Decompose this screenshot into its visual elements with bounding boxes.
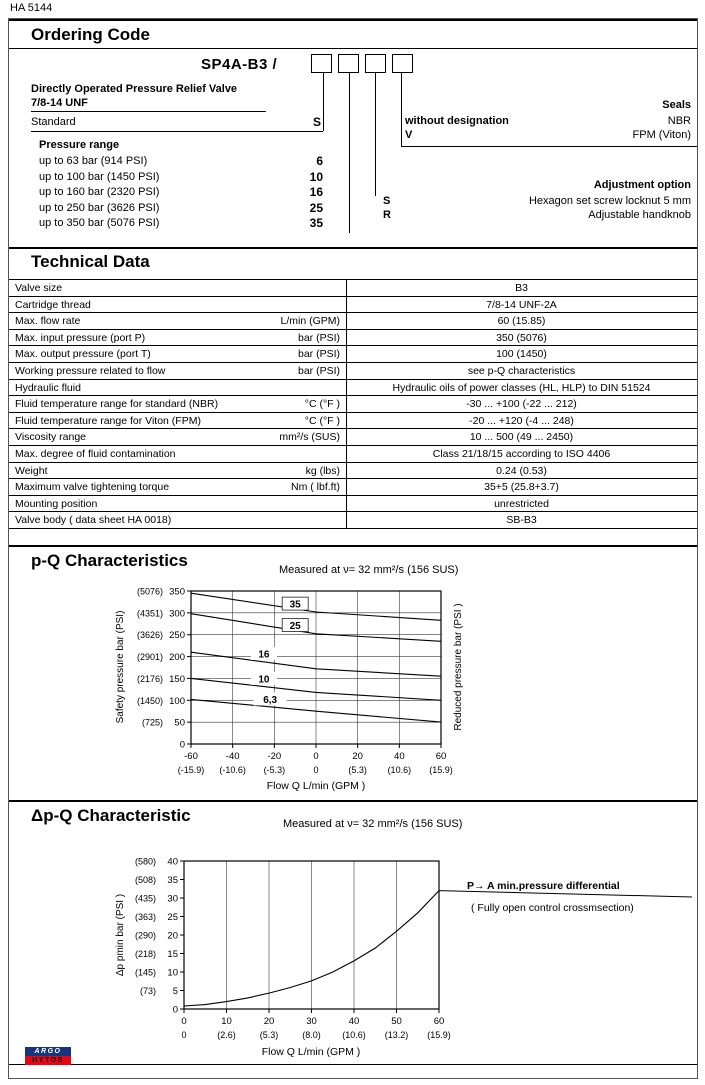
y-tick-label: 10 bbox=[167, 967, 178, 979]
adjustment-row bbox=[383, 209, 691, 223]
adjustment-row bbox=[383, 195, 691, 209]
series-label: 6,3 bbox=[263, 694, 278, 706]
table-row-value: Hydraulic oils of power classes (HL, HLP) to DIN 51524 bbox=[392, 381, 651, 394]
dpq-annotation-line1: P→ A min.pressure differential bbox=[467, 880, 620, 892]
y-tick-label: 20 bbox=[167, 930, 178, 942]
seals-title: Seals bbox=[662, 99, 691, 111]
connector-line bbox=[401, 72, 402, 146]
table-row bbox=[9, 313, 697, 330]
technical-table bbox=[9, 279, 697, 529]
table-row-value: unrestricted bbox=[494, 497, 549, 510]
adjustment-code: S bbox=[383, 195, 391, 207]
table-row-unit: °C (°F ) bbox=[304, 398, 340, 411]
divider bbox=[9, 247, 697, 249]
y-tick-psi-label: (290) bbox=[134, 930, 156, 941]
table-row-value: Class 21/18/15 according to ISO 4406 bbox=[432, 447, 611, 460]
pq-note: Measured at ν= 32 mm²/s (156 SUS) bbox=[279, 564, 459, 576]
y-tick-psi-label: (2901) bbox=[136, 652, 163, 663]
y-tick-label: 250 bbox=[169, 630, 185, 642]
x-tick-label: 40 bbox=[394, 751, 405, 762]
series-label: 35 bbox=[289, 599, 301, 611]
table-row-value: 35+5 (25.8+3.7) bbox=[484, 481, 559, 494]
divider bbox=[9, 19, 697, 21]
pressure-label: up to 100 bar (1450 PSI) bbox=[39, 170, 160, 183]
pressure-row bbox=[39, 155, 323, 171]
divider bbox=[9, 1064, 697, 1065]
pq-ylabel-right: Reduced pressure bar (PSI ) bbox=[453, 603, 464, 731]
y-tick-label: 25 bbox=[167, 912, 178, 923]
table-row-value: -30 ... +100 (-22 ... 212) bbox=[466, 398, 577, 411]
pressure-row bbox=[39, 202, 323, 218]
pressure-label: up to 160 bar (2320 PSI) bbox=[39, 186, 160, 198]
seals-code: without designation bbox=[405, 115, 509, 127]
adjustment-code: R bbox=[383, 209, 391, 221]
table-row bbox=[9, 496, 697, 513]
ordering-code-box bbox=[392, 54, 413, 73]
x-tick-label: 60 bbox=[435, 751, 447, 762]
standard-label: Standard bbox=[31, 116, 76, 128]
divider bbox=[401, 146, 697, 147]
table-row-value: 0.24 (0.53) bbox=[496, 464, 547, 477]
table-row bbox=[9, 463, 697, 480]
y-tick-label: 30 bbox=[167, 893, 178, 905]
pressure-label: up to 350 bar (5076 PSI) bbox=[39, 217, 160, 229]
divider bbox=[9, 545, 697, 547]
ordering-code-box bbox=[338, 54, 359, 73]
table-row bbox=[9, 512, 697, 529]
y-tick-label: 5 bbox=[172, 986, 178, 997]
pq-chart-canvas bbox=[109, 583, 589, 801]
pq-chart bbox=[109, 583, 589, 804]
technical-title: Technical Data bbox=[31, 252, 150, 271]
plot-area bbox=[135, 857, 451, 1041]
seals-row bbox=[405, 129, 691, 143]
table-row-value: 10 ... 500 (49 ... 2450) bbox=[469, 431, 574, 444]
seals-row bbox=[405, 115, 691, 129]
adjustment-block bbox=[383, 179, 691, 223]
table-row bbox=[9, 297, 697, 314]
table-row bbox=[9, 429, 697, 446]
connector-line bbox=[349, 72, 350, 233]
x-tick-label: 60 bbox=[433, 1016, 445, 1027]
seals-label: FPM (Viton) bbox=[632, 129, 691, 141]
x-tick-label: 20 bbox=[352, 751, 363, 762]
pressure-code: 6 bbox=[316, 154, 323, 168]
pq-title: p-Q Characteristics bbox=[31, 551, 188, 570]
table-divider bbox=[346, 279, 347, 528]
pressure-code: 25 bbox=[309, 200, 323, 215]
y-tick-psi-label: (4351) bbox=[136, 608, 163, 619]
x-tick-label: 0 bbox=[181, 1016, 187, 1027]
y-tick-label: 40 bbox=[167, 856, 178, 868]
divider bbox=[31, 111, 266, 112]
y-tick-psi-label: (218) bbox=[134, 949, 156, 959]
dpq-chart bbox=[109, 853, 697, 1071]
y-tick-label: 200 bbox=[169, 652, 185, 664]
pressure-row bbox=[39, 217, 323, 233]
x-tick-gpm-label: (15.9) bbox=[429, 765, 453, 775]
divider bbox=[31, 131, 323, 132]
y-tick-label: 300 bbox=[169, 608, 185, 620]
table-row-unit: mm²/s (SUS) bbox=[279, 431, 340, 444]
x-tick-gpm-label: (2.6) bbox=[217, 1030, 236, 1040]
logo-hytos: HYTOS bbox=[25, 1056, 71, 1065]
y-tick-psi-label: (3626) bbox=[136, 630, 163, 641]
pressure-range-list bbox=[39, 155, 323, 233]
adjustment-label: Adjustable handknob bbox=[588, 209, 691, 221]
adjustment-label: Hexagon set screw locknut 5 mm bbox=[528, 195, 691, 207]
table-row bbox=[9, 330, 697, 347]
pressure-label: up to 63 bar (914 PSI) bbox=[39, 155, 148, 167]
x-tick-label: 0 bbox=[313, 751, 319, 762]
table-row-value: 60 (15.85) bbox=[497, 315, 546, 328]
y-tick-psi-label: (5076) bbox=[136, 586, 163, 597]
y-tick-label: 150 bbox=[169, 673, 185, 685]
ordering-code-prefix: SP4A-B3 / bbox=[201, 56, 278, 73]
table-row bbox=[9, 446, 697, 463]
table-row-value: SB-B3 bbox=[506, 514, 537, 527]
datasheet-page bbox=[8, 18, 698, 1079]
ordering-code-boxes bbox=[311, 54, 419, 76]
table-row-label: Max. output pressure (port T) bbox=[15, 348, 151, 361]
table-row-unit: bar (PSI) bbox=[297, 348, 340, 361]
table-row-label: Fluid temperature range for standard (NBR) bbox=[15, 398, 219, 411]
plot-area bbox=[137, 587, 453, 776]
seals-list bbox=[405, 115, 691, 143]
table-row-unit: bar (PSI) bbox=[297, 364, 340, 377]
x-tick-label: 30 bbox=[306, 1016, 317, 1027]
x-tick-gpm-label: (13.2) bbox=[384, 1030, 409, 1040]
y-tick-psi-label: (363) bbox=[134, 912, 156, 922]
pressure-code: 16 bbox=[309, 185, 323, 199]
pressure-label: up to 250 bar (3626 PSI) bbox=[39, 201, 160, 214]
table-row bbox=[9, 363, 697, 380]
seals-code: V bbox=[405, 129, 413, 141]
x-tick-label: 10 bbox=[221, 1016, 232, 1027]
dpq-annotation-line2: ( Fully open control crossmsection) bbox=[471, 902, 634, 914]
table-row-label: Weight bbox=[15, 464, 48, 477]
pressure-code: 35 bbox=[309, 216, 323, 230]
pressure-code: 10 bbox=[309, 169, 323, 184]
y-tick-label: 15 bbox=[167, 949, 178, 960]
y-tick-psi-label: (145) bbox=[134, 967, 156, 978]
pressure-row bbox=[39, 186, 323, 202]
x-tick-gpm-label: (5.3) bbox=[259, 1030, 279, 1040]
table-row-label: Cartridge thread bbox=[15, 298, 91, 311]
table-row-value: see p-Q characteristics bbox=[467, 364, 576, 377]
x-tick-gpm-label: (10.6) bbox=[387, 765, 412, 775]
table-row-label: Valve body ( data sheet HA 0018) bbox=[15, 514, 172, 527]
x-tick-gpm-label: (5.3) bbox=[348, 765, 367, 775]
adjustment-title: Adjustment option bbox=[593, 179, 691, 191]
table-row-value: 7/8-14 UNF-2A bbox=[486, 298, 557, 311]
ordering-code-box bbox=[311, 54, 332, 73]
y-tick-psi-label: (1450) bbox=[136, 695, 163, 706]
y-tick-label: 50 bbox=[174, 717, 185, 729]
table-row bbox=[9, 280, 697, 297]
pressure-range-title: Pressure range bbox=[39, 139, 120, 151]
y-tick-label: 100 bbox=[169, 695, 185, 707]
standard-code: S bbox=[312, 115, 321, 129]
y-tick-psi-label: (508) bbox=[134, 875, 156, 885]
table-row-unit: kg (lbs) bbox=[305, 464, 340, 477]
table-row-value: B3 bbox=[515, 282, 528, 294]
table-row-value: 350 (5076) bbox=[496, 331, 547, 344]
table-row-label: Working pressure related to flow bbox=[15, 364, 166, 377]
x-tick-gpm-label: (8.0) bbox=[302, 1030, 321, 1040]
y-tick-psi-label: (435) bbox=[134, 893, 156, 904]
x-tick-gpm-label: (-10.6) bbox=[219, 765, 246, 775]
y-tick-label: 350 bbox=[169, 586, 185, 598]
ordering-title: Ordering Code bbox=[31, 25, 151, 44]
seals-block bbox=[405, 99, 691, 143]
divider bbox=[9, 800, 697, 802]
y-tick-psi-label: (73) bbox=[139, 986, 156, 996]
pq-ylabel-left: Safety pressure bar (PSI) bbox=[115, 610, 126, 724]
logo-argo: ARGO bbox=[25, 1047, 71, 1056]
connector-line bbox=[323, 72, 324, 131]
dpq-xlabel: Flow Q L/min (GPM ) bbox=[261, 1046, 361, 1058]
table-row-label: Max. degree of fluid contamination bbox=[15, 447, 176, 460]
table-row-label: Max. input pressure (port P) bbox=[15, 331, 146, 344]
x-tick-label: -40 bbox=[225, 751, 240, 762]
table-row-label: Fluid temperature range for Viton (FPM) bbox=[15, 414, 201, 427]
x-tick-label: -20 bbox=[267, 751, 282, 762]
y-tick-psi-label: (580) bbox=[134, 856, 156, 867]
table-row-value: 100 (1450) bbox=[496, 348, 547, 361]
table-row-unit: bar (PSI) bbox=[297, 331, 340, 344]
table-row-label: Valve size bbox=[15, 282, 63, 294]
table-row bbox=[9, 479, 697, 496]
x-tick-gpm-label: 0 bbox=[181, 1030, 187, 1040]
x-tick-gpm-label: 0 bbox=[313, 765, 319, 775]
table-row-label: Maximum valve tightening torque bbox=[15, 481, 170, 494]
divider bbox=[9, 48, 697, 49]
table-row-unit: °C (°F ) bbox=[304, 414, 340, 427]
doc-number: HA 5144 bbox=[10, 2, 53, 14]
y-tick-label: 0 bbox=[179, 739, 185, 751]
x-tick-gpm-label: (-15.9) bbox=[177, 765, 205, 775]
dpq-chart-canvas bbox=[109, 853, 697, 1068]
table-row-label: Hydraulic fluid bbox=[15, 381, 81, 394]
dpq-title: Δp-Q Characteristic bbox=[31, 806, 191, 825]
y-tick-psi-label: (2176) bbox=[136, 673, 163, 684]
product-name-line2: 7/8-14 UNF bbox=[31, 97, 88, 109]
series-label: 16 bbox=[258, 649, 270, 661]
y-tick-psi-label: (725) bbox=[141, 717, 163, 728]
y-tick-label: 35 bbox=[167, 875, 178, 886]
table-row-unit: Nm ( lbf.ft) bbox=[291, 481, 340, 494]
table-row bbox=[9, 346, 697, 363]
x-tick-gpm-label: (15.9) bbox=[427, 1030, 451, 1040]
ordering-code-box bbox=[365, 54, 386, 73]
seals-label: NBR bbox=[667, 115, 691, 127]
pq-xlabel: Flow Q L/min (GPM ) bbox=[266, 780, 366, 792]
x-tick-label: 50 bbox=[391, 1016, 402, 1027]
connector-line bbox=[375, 72, 376, 196]
product-name-line1: Directly Operated Pressure Relief Valve bbox=[31, 83, 238, 95]
x-tick-label: 20 bbox=[263, 1016, 275, 1027]
argo-hytos-logo bbox=[25, 1047, 71, 1065]
x-tick-label: 40 bbox=[348, 1016, 360, 1027]
series-label: 10 bbox=[258, 674, 270, 686]
x-tick-label: -60 bbox=[184, 751, 198, 762]
table-row bbox=[9, 396, 697, 413]
series-label: 25 bbox=[289, 621, 301, 633]
table-row bbox=[9, 380, 697, 397]
table-row-label: Max. flow rate bbox=[15, 315, 81, 328]
table-row bbox=[9, 413, 697, 430]
pressure-row bbox=[39, 171, 323, 187]
table-row-value: -20 ... +120 (-4 ... 248) bbox=[469, 414, 574, 427]
table-row-label: Mounting position bbox=[15, 497, 98, 510]
table-row-unit: L/min (GPM) bbox=[280, 315, 340, 328]
dpq-ylabel: Δp pmin bar (PSI ) bbox=[115, 893, 126, 977]
x-tick-gpm-label: (-5.3) bbox=[263, 765, 286, 775]
adjustment-list bbox=[383, 195, 691, 223]
table-row-label: Viscosity range bbox=[15, 431, 87, 444]
y-tick-label: 0 bbox=[172, 1004, 178, 1016]
dpq-note: Measured at ν= 32 mm²/s (156 SUS) bbox=[283, 818, 463, 830]
x-tick-gpm-label: (10.6) bbox=[342, 1030, 366, 1040]
